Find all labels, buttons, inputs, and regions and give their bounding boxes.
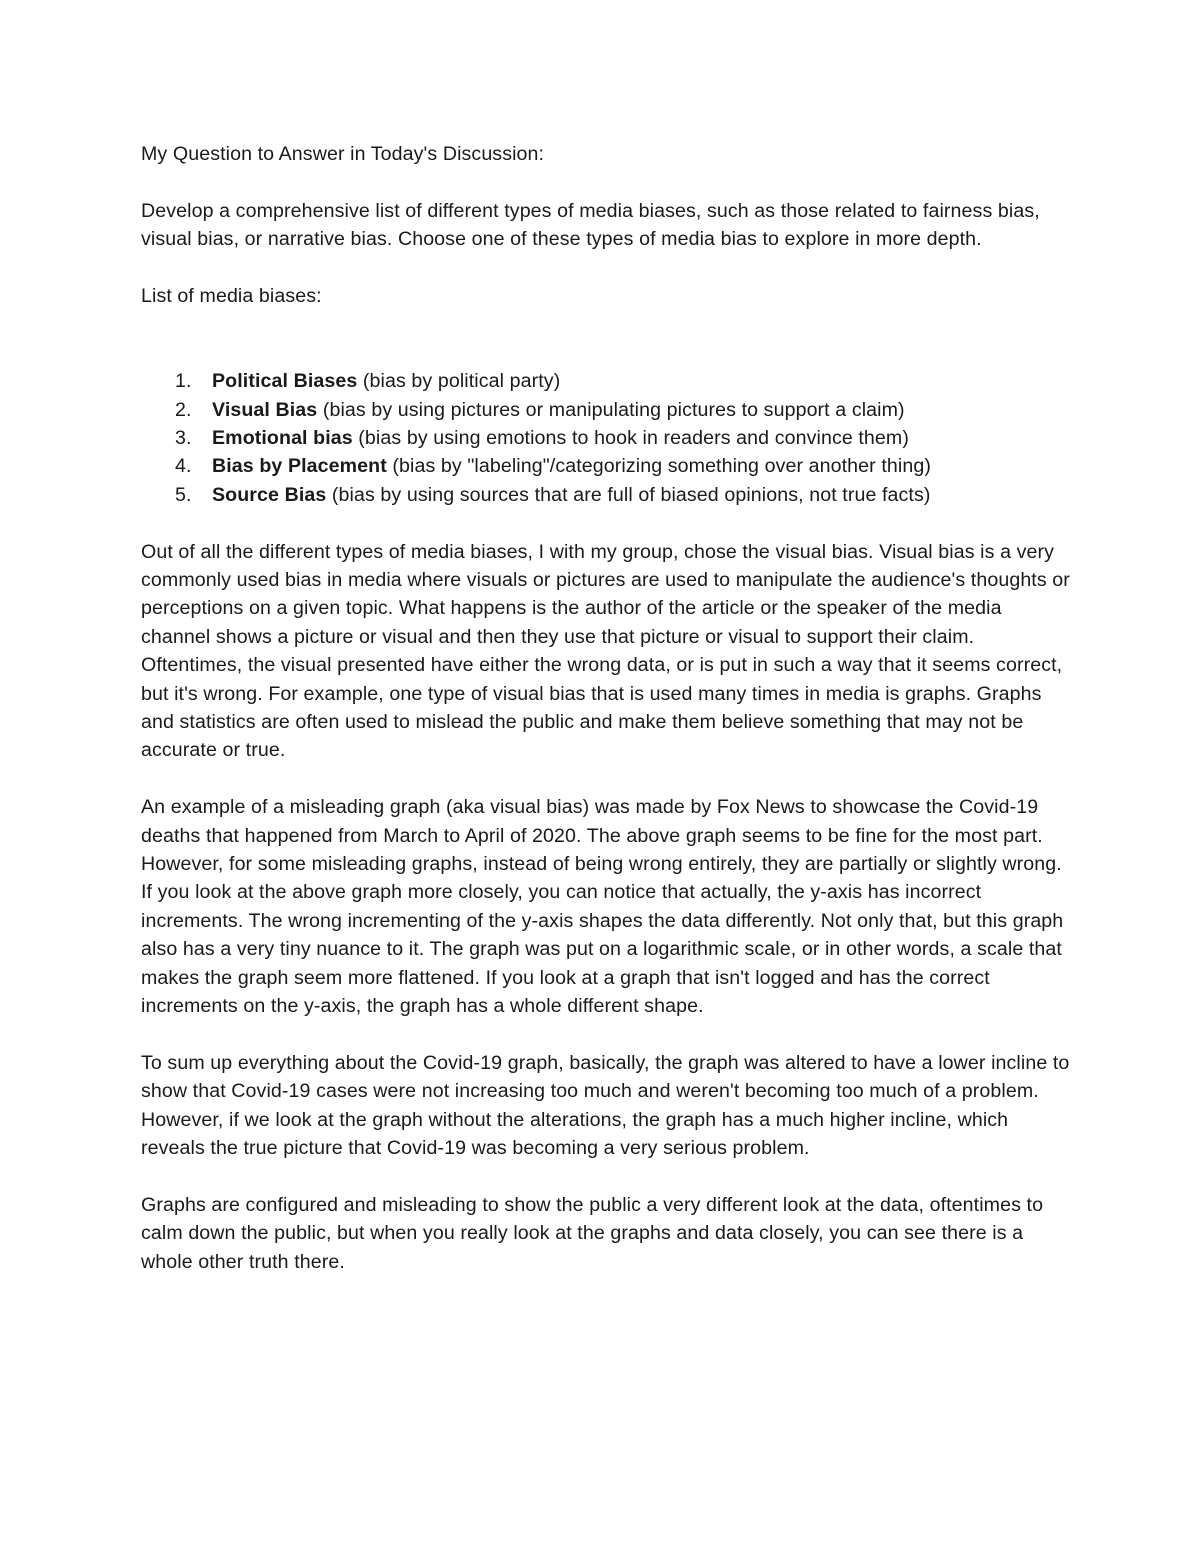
list-item-description: (bias by "labeling"/categorizing something over another thing) bbox=[386, 455, 931, 478]
list-item-number: 4. bbox=[175, 455, 192, 478]
bias-list bbox=[141, 367, 1071, 509]
list-item-number: 1. bbox=[175, 370, 192, 393]
list-item bbox=[141, 481, 1071, 509]
question-heading: My Question to Answer in Today's Discussion: bbox=[141, 143, 545, 165]
list-item-description: (bias by using emotions to hook in readers and convince them) bbox=[352, 427, 909, 449]
document-page bbox=[141, 140, 1071, 1305]
list-item-number: 5. bbox=[175, 483, 192, 506]
list-item-term: Political Biases bbox=[212, 370, 358, 393]
list-item-term: Bias by Placement bbox=[212, 455, 387, 478]
list-item-term: Emotional bias bbox=[212, 427, 353, 449]
body-paragraph-summary: To sum up everything about the Covid-19 graph, basically, the graph was altered to have a lower incline to show that Covid-19 cases were not increasing too much and weren't becoming too much of a problem. However, if we look at the graph without the alterations, the graph has a much higher incline, which reveals the true picture that Covid-19 was becoming a very serious problem. bbox=[141, 1051, 1070, 1160]
list-heading: List of media biases: bbox=[141, 285, 322, 307]
list-item bbox=[141, 396, 1071, 424]
list-item-description: (bias by using sources that are full of biased opinions, not true facts) bbox=[326, 483, 931, 506]
list-item bbox=[141, 424, 1071, 452]
body-paragraph-visual-bias: Out of all the different types of media biases, I with my group, chose the visual bias. Visual bias is a very commonly used bias in media where visuals or pictures are used to manipulate the audience's thoughts or perceptions on a given topic. What happens is the author of the article or the speaker of the media channel shows a picture or visual and then they use that picture or visual to support their claim. Oftentimes, the visual presented have either the wrong data, or is put in such a way that it seems correct, but it's wrong. For example, one type of visual bias that is used many times in media is graphs. Graphs and statistics are often used to mislead the public and make them believe something that may not be accurate or true. bbox=[141, 540, 1070, 762]
body-paragraph-conclusion: Graphs are configured and misleading to show the public a very different look at the data, oftentimes to calm down the public, but when you really look at the graphs and data closely, you can see there is a whole other truth there. bbox=[141, 1193, 1044, 1273]
list-item-number: 3. bbox=[175, 427, 192, 449]
list-item-description: (bias by using pictures or manipulating pictures to support a claim) bbox=[317, 398, 905, 421]
list-item bbox=[141, 367, 1071, 395]
list-item bbox=[141, 452, 1071, 480]
list-item-number: 2. bbox=[175, 398, 192, 421]
body-paragraph-example: An example of a misleading graph (aka visual bias) was made by Fox News to showcase the Covid-19 deaths that happened from March to April of 2020. The above graph seems to be fine for the most part. However, for some misleading graphs, instead of being wrong entirely, they are partially or slightly wrong. If you look at the above graph more closely, you can notice that actually, the y-axis has incorrect increments. The wrong incrementing of the y-axis shapes the data differently. Not only that, but this graph also has a very tiny nuance to it. The graph was put on a logarithmic scale, or in other words, a scale that makes the graph seem more flattened. If you look at a graph that isn't logged and has the correct increments on the y-axis, the graph has a whole different shape. bbox=[141, 796, 1064, 1018]
list-item-description: (bias by political party) bbox=[357, 370, 561, 393]
list-spacer bbox=[141, 339, 1071, 367]
list-item-term: Source Bias bbox=[212, 483, 327, 506]
prompt-paragraph: Develop a comprehensive list of different types of media biases, such as those related to fairness bias, visual bias, or narrative bias. Choose one of these types of media bias to explore in more depth. bbox=[141, 199, 1040, 251]
list-item-term: Visual Bias bbox=[212, 398, 318, 421]
